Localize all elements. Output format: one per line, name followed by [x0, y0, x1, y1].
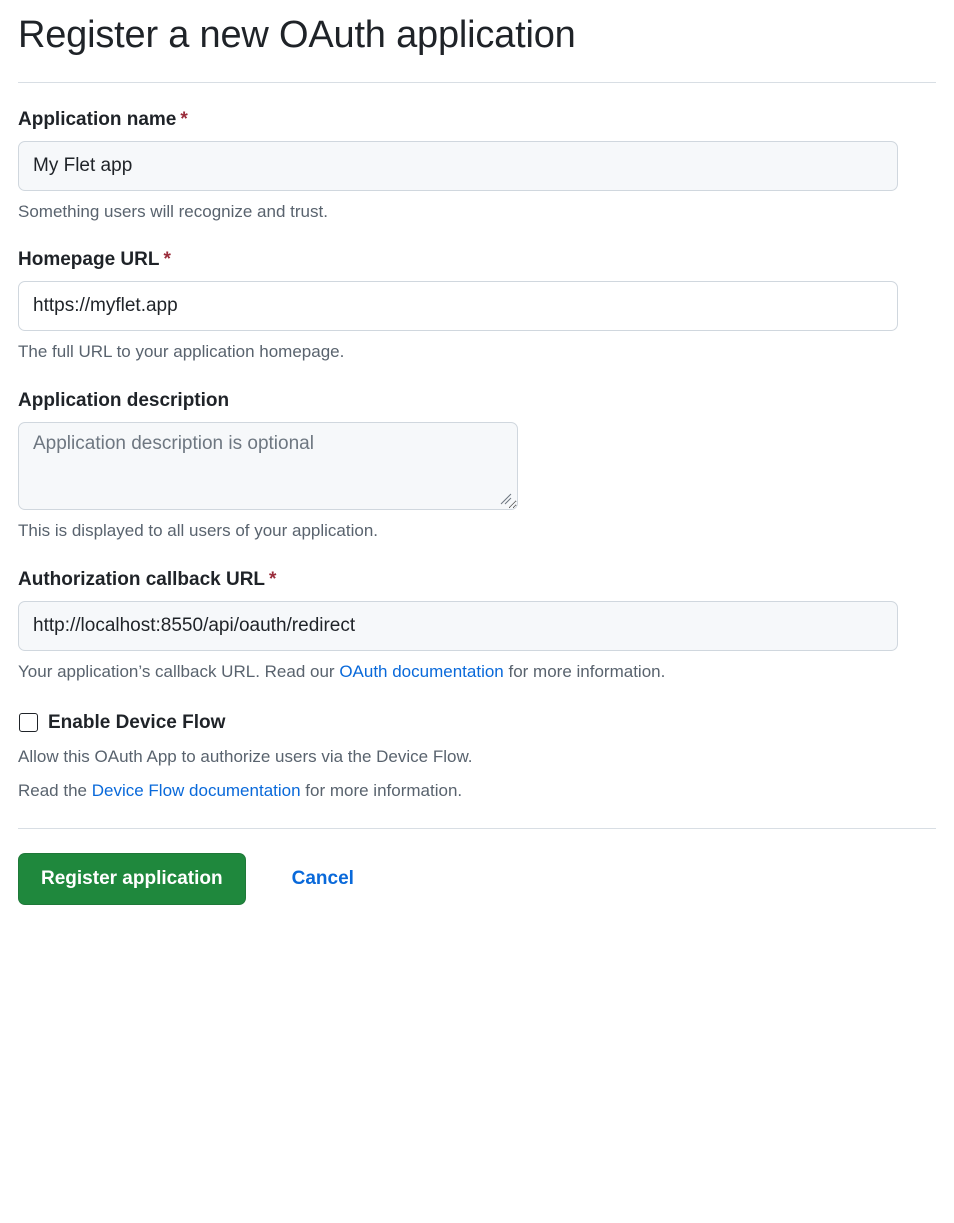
application-name-label: [18, 109, 936, 131]
description-textarea-wrapper: [18, 422, 518, 510]
device-flow-hint-2-after: for more information.: [300, 781, 463, 801]
field-callback-url: [18, 569, 936, 684]
application-description-textarea[interactable]: [18, 422, 518, 510]
register-application-button[interactable]: Register application: [18, 853, 246, 905]
application-description-hint: This is displayed to all users of your application.: [18, 521, 379, 541]
required-asterisk: *: [269, 568, 277, 590]
field-application-description: [18, 390, 936, 543]
callback-url-hint: [18, 660, 936, 684]
homepage-url-hint: The full URL to your application homepage.: [18, 342, 345, 362]
callback-url-label: [18, 569, 936, 591]
application-description-label: [18, 390, 936, 412]
required-asterisk: *: [180, 108, 188, 130]
device-flow-hint-2-before: Read the: [18, 781, 92, 801]
application-name-hint: Something users will recognize and trust.: [18, 201, 328, 221]
required-asterisk: *: [163, 249, 171, 271]
actions-divider: [18, 828, 936, 829]
field-homepage-url: [18, 249, 936, 364]
device-flow-hint-2: [18, 779, 936, 803]
form-actions: [18, 853, 936, 905]
homepage-url-input[interactable]: [18, 281, 898, 331]
callback-url-hint-after: for more information.: [503, 661, 666, 681]
device-flow-hint-1: Allow this OAuth App to authorize users via the Device Flow.: [18, 746, 473, 766]
cancel-button[interactable]: Cancel: [286, 867, 360, 891]
callback-url-hint-before: Your application’s callback URL. Read our: [18, 661, 340, 681]
field-application-name: [18, 109, 936, 224]
title-divider: [18, 82, 936, 83]
callback-url-label-text: Authorization callback URL: [18, 568, 266, 590]
application-description-label-text: Application description: [18, 390, 230, 412]
register-oauth-app-form: [0, 12, 954, 905]
oauth-documentation-link[interactable]: OAuth documentation: [339, 661, 504, 681]
device-flow-hints: [18, 745, 936, 804]
enable-device-flow-checkbox[interactable]: [19, 713, 38, 732]
homepage-url-label: [18, 249, 936, 271]
device-flow-row[interactable]: [18, 712, 936, 734]
homepage-url-label-text: Homepage URL: [18, 249, 160, 271]
device-flow-documentation-link[interactable]: Device Flow documentation: [91, 781, 301, 801]
application-name-input[interactable]: [18, 141, 898, 191]
enable-device-flow-label[interactable]: Enable Device Flow: [48, 711, 226, 733]
page-title: Register a new OAuth application: [18, 14, 576, 56]
callback-url-input[interactable]: [18, 601, 898, 651]
application-name-label-text: Application name: [18, 108, 177, 130]
